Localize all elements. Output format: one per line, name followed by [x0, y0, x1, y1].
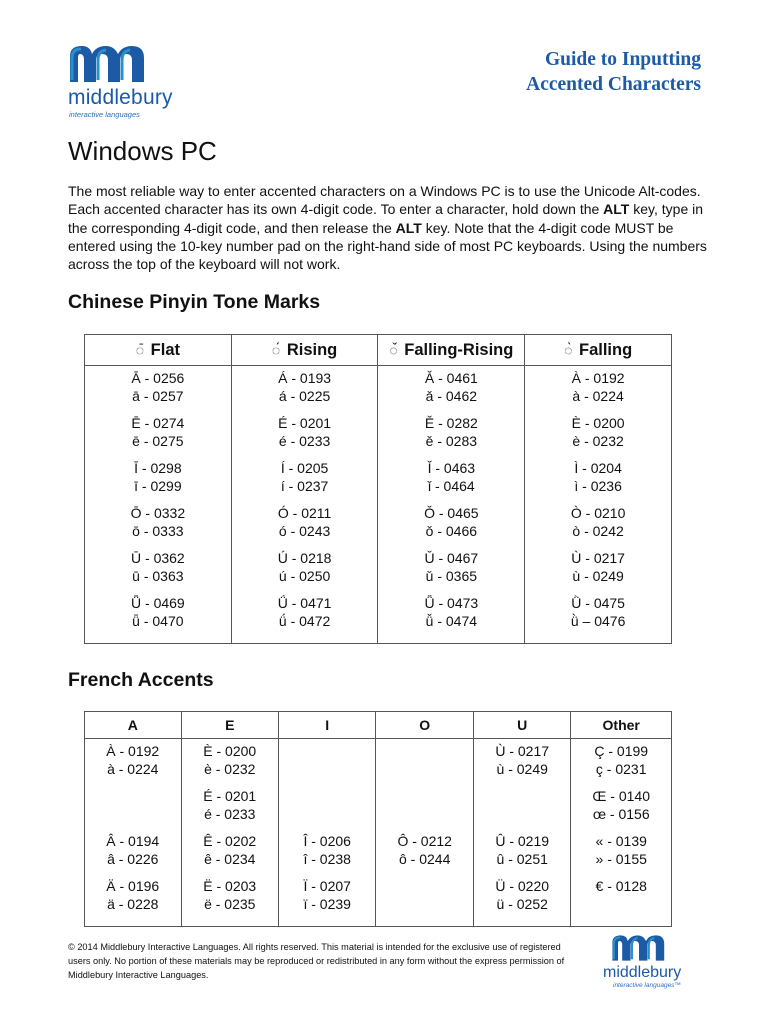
middlebury-logo: [68, 42, 208, 122]
pinyin-column-cell: [378, 366, 525, 644]
pinyin-code-entry: ū - 0363: [132, 568, 184, 584]
french-code-group: [474, 877, 571, 922]
pinyin-code-entry: Ì - 0204: [574, 460, 622, 476]
pinyin-code-group: [232, 549, 378, 594]
pinyin-code-entry: É - 0201: [278, 415, 332, 431]
french-code-entry: ë - 0235: [204, 896, 256, 912]
pinyin-code-entry: ā - 0257: [132, 388, 184, 404]
intro-text-2: key, type in the corresponding 4-digit code, and then release the: [68, 201, 704, 236]
pinyin-code-entry: Ǜ - 0475: [571, 595, 625, 611]
middlebury-m-mark-icon: [611, 932, 667, 964]
pinyin-code-entry: ǜ – 0476: [570, 613, 626, 629]
pinyin-code-entry: Í - 0205: [280, 460, 329, 476]
pinyin-code-group: [232, 504, 378, 549]
pinyin-code-entry: Ù - 0217: [571, 550, 625, 566]
page-title: Windows PC: [68, 136, 217, 166]
footer-logo-brand-subtext: interactive languages™: [613, 982, 681, 989]
pinyin-body-row: [85, 366, 672, 644]
french-column-cell: [473, 739, 571, 927]
pinyin-code-entry: ǔ - 0365: [425, 568, 478, 584]
french-code-entry: À - 0192: [106, 743, 160, 759]
french-code-entry: û - 0251: [496, 851, 548, 867]
pinyin-code-entry: Ǔ - 0467: [424, 550, 479, 566]
pinyin-code-group: [378, 504, 524, 549]
pinyin-code-group: [525, 459, 671, 504]
pinyin-code-entry: Ò - 0210: [570, 505, 626, 521]
french-code-entry: Ô - 0212: [397, 833, 452, 849]
falling-tone-glyph: ◌̀: [564, 341, 573, 358]
french-code-group: [85, 787, 181, 832]
french-code-group: [182, 787, 279, 832]
french-code-group: [571, 877, 671, 922]
pinyin-code-entry: ǚ - 0474: [425, 613, 478, 629]
pinyin-code-group: [525, 594, 671, 639]
french-code-group: [85, 877, 181, 922]
french-code-group: [376, 877, 473, 922]
pinyin-code-entry: á - 0225: [278, 388, 331, 404]
french-code-entry: ä - 0228: [107, 896, 159, 912]
french-code-group: [571, 742, 671, 787]
pinyin-code-entry: Ǎ - 0461: [424, 370, 478, 386]
pinyin-code-entry: ó - 0243: [278, 523, 331, 539]
french-code-group: [571, 787, 671, 832]
french-code-entry: € - 0128: [595, 878, 647, 894]
pinyin-code-entry: È - 0200: [571, 415, 625, 431]
pinyin-code-entry: Ú - 0218: [277, 550, 332, 566]
pinyin-code-entry: Ū - 0362: [131, 550, 185, 566]
french-code-entry: œ - 0156: [592, 806, 650, 822]
pinyin-code-entry: À - 0192: [571, 370, 625, 386]
pinyin-code-entry: ǎ - 0462: [425, 388, 478, 404]
french-code-group: [182, 877, 279, 922]
french-code-entry: Â - 0194: [106, 833, 160, 849]
pinyin-code-group: [525, 549, 671, 594]
french-code-entry: Œ - 0140: [592, 788, 651, 804]
french-section-title: French Accents: [68, 669, 214, 691]
pinyin-code-group: [525, 414, 671, 459]
french-code-entry: Ê - 0202: [203, 833, 257, 849]
french-code-entry: ç - 0231: [595, 761, 647, 777]
french-code-entry: Ç - 0199: [594, 743, 649, 759]
french-code-group: [279, 787, 375, 832]
pinyin-code-group: [85, 459, 231, 504]
pinyin-code-entry: ě - 0283: [425, 433, 478, 449]
french-code-entry: Ä - 0196: [106, 878, 160, 894]
pinyin-code-group: [378, 414, 524, 459]
pinyin-column-cell: [85, 366, 232, 644]
pinyin-code-entry: Ó - 0211: [277, 505, 332, 521]
intro-text-3: key. Note that the 4-digit code MUST be entered using the 10-key number pad on the right-hand side of most PC keyboards. Using the numbers across the top of the keyboard will not work.: [68, 219, 707, 273]
french-code-group: [474, 787, 571, 832]
guide-title: [526, 47, 701, 97]
intro-paragraph: [68, 182, 708, 273]
french-header-other: Other: [571, 712, 672, 739]
pinyin-code-group: [525, 369, 671, 414]
french-column-cell: [85, 739, 182, 927]
pinyin-header-row: [85, 335, 672, 366]
french-code-group: [85, 742, 181, 787]
pinyin-code-entry: Ǚ - 0473: [424, 595, 479, 611]
pinyin-column-cell: [525, 366, 672, 644]
french-code-group: [279, 877, 375, 922]
french-header-u: U: [473, 712, 571, 739]
falling-rising-tone-glyph: ◌̌: [389, 341, 398, 358]
logo-brand-subtext: interactive languages: [69, 110, 140, 119]
french-code-entry: é - 0233: [204, 806, 256, 822]
french-code-entry: Ü - 0220: [495, 878, 550, 894]
pinyin-code-entry: Ō - 0332: [130, 505, 186, 521]
french-code-group: [279, 832, 375, 877]
pinyin-code-group: [85, 414, 231, 459]
french-code-entry: Î - 0206: [303, 833, 351, 849]
pinyin-code-entry: ú - 0250: [278, 568, 331, 584]
pinyin-code-entry: ì - 0236: [574, 478, 622, 494]
pinyin-code-group: [232, 459, 378, 504]
french-code-entry: Û - 0219: [495, 833, 550, 849]
pinyin-header-rising: [231, 335, 378, 366]
french-code-group: [376, 832, 473, 877]
pinyin-code-entry: Ǒ - 0465: [424, 505, 479, 521]
french-code-group: [85, 832, 181, 877]
french-code-group: [376, 742, 473, 787]
pinyin-code-group: [378, 369, 524, 414]
pinyin-code-entry: Ā - 0256: [131, 370, 185, 386]
french-code-entry: î - 0238: [303, 851, 351, 867]
french-code-entry: Ï - 0207: [303, 878, 351, 894]
french-code-entry: « - 0139: [595, 833, 647, 849]
french-code-entry: ô - 0244: [399, 851, 451, 867]
french-column-cell: [181, 739, 279, 927]
alt-key-1: ALT: [603, 201, 630, 218]
pinyin-code-group: [378, 549, 524, 594]
pinyin-code-entry: ī - 0299: [134, 478, 182, 494]
alt-key-2: ALT: [395, 219, 422, 236]
pinyin-code-entry: à - 0224: [572, 388, 624, 404]
footer-logo-brand-text: middlebury: [603, 964, 682, 981]
french-header-a: A: [85, 712, 182, 739]
french-code-entry: È - 0200: [203, 743, 257, 759]
pinyin-code-group: [232, 594, 378, 639]
french-code-entry: à - 0224: [107, 761, 159, 777]
pinyin-code-group: [525, 504, 671, 549]
pinyin-code-group: [85, 549, 231, 594]
french-code-entry: ù - 0249: [496, 761, 548, 777]
french-column-cell: [279, 739, 376, 927]
french-header-e: E: [181, 712, 279, 739]
pinyin-code-group: [232, 414, 378, 459]
pinyin-header-label: Falling: [578, 340, 633, 359]
pinyin-table: [84, 334, 672, 644]
french-code-group: [279, 742, 375, 787]
pinyin-code-entry: ǖ - 0470: [132, 613, 184, 629]
pinyin-code-group: [378, 594, 524, 639]
pinyin-code-entry: ǒ - 0466: [425, 523, 478, 539]
french-code-entry: Ù - 0217: [495, 743, 550, 759]
french-code-group: [571, 832, 671, 877]
pinyin-code-entry: Ǘ - 0471: [277, 595, 332, 611]
french-code-entry: É - 0201: [203, 788, 257, 804]
pinyin-header-label: Rising: [286, 340, 338, 359]
french-code-entry: » - 0155: [595, 851, 647, 867]
pinyin-header-falling: [525, 335, 672, 366]
french-code-entry: ï - 0239: [303, 896, 351, 912]
pinyin-header-falling-rising: [378, 335, 525, 366]
french-code-group: [376, 787, 473, 832]
middlebury-m-mark-icon: [68, 42, 148, 86]
flat-tone-glyph: ◌̄: [135, 341, 145, 358]
pinyin-section-title: Chinese Pinyin Tone Marks: [68, 291, 321, 313]
pinyin-code-entry: Ǖ - 0469: [131, 595, 185, 611]
pinyin-header-label: Flat: [150, 340, 180, 359]
french-code-entry: è - 0232: [204, 761, 256, 777]
french-code-group: [182, 742, 279, 787]
french-table: [84, 711, 672, 927]
french-code-group: [182, 832, 279, 877]
pinyin-code-group: [85, 594, 231, 639]
french-code-entry: ü - 0252: [496, 896, 548, 912]
rising-tone-glyph: ◌́: [271, 341, 281, 358]
pinyin-code-entry: Ē - 0274: [131, 415, 185, 431]
pinyin-code-group: [85, 369, 231, 414]
french-body-row: [85, 739, 672, 927]
pinyin-header-flat: [85, 335, 232, 366]
french-code-group: [474, 742, 571, 787]
pinyin-code-entry: Á - 0193: [278, 370, 332, 386]
guide-title-line1: Guide to Inputting: [544, 49, 701, 70]
pinyin-code-entry: í - 0237: [280, 478, 329, 494]
pinyin-column-cell: [231, 366, 378, 644]
pinyin-code-group: [232, 369, 378, 414]
french-header-o: O: [376, 712, 474, 739]
pinyin-code-entry: ē - 0275: [132, 433, 184, 449]
pinyin-code-entry: é - 0233: [278, 433, 331, 449]
french-code-group: [474, 832, 571, 877]
pinyin-code-group: [378, 459, 524, 504]
pinyin-code-entry: Ǐ - 0463: [427, 460, 476, 476]
french-code-entry: Ë - 0203: [203, 878, 257, 894]
pinyin-code-group: [85, 504, 231, 549]
french-column-cell: [571, 739, 672, 927]
french-code-entry: â - 0226: [107, 851, 159, 867]
french-column-cell: [376, 739, 474, 927]
middlebury-footer-logo: [603, 932, 713, 992]
guide-title-line2: Accented Characters: [526, 74, 701, 95]
french-header-row: [85, 712, 672, 739]
intro-text-1: The most reliable way to enter accented characters on a Windows PC is to use the Unicode Alt-codes. Each accented character has its own 4-digit code. To enter a character, hold down the: [68, 183, 701, 218]
pinyin-code-entry: ù - 0249: [572, 568, 624, 584]
copyright-footer: © 2014 Middlebury Interactive Languages. All rights reserved. This material is intended for the exclusive use of registered users only. No portion of these materials may be reproduced or redistributed in any form without the express permission of Middlebury Interactive Languages.: [68, 942, 565, 980]
pinyin-code-entry: è - 0232: [572, 433, 624, 449]
pinyin-code-entry: Ě - 0282: [424, 415, 478, 431]
pinyin-code-entry: ò - 0242: [572, 523, 624, 539]
pinyin-code-entry: ō - 0333: [132, 523, 184, 539]
french-header-i: I: [279, 712, 376, 739]
french-code-entry: ê - 0234: [204, 851, 256, 867]
pinyin-code-entry: Ī - 0298: [134, 460, 182, 476]
pinyin-code-entry: ǐ - 0464: [427, 478, 475, 494]
pinyin-header-label: Falling-Rising: [404, 340, 514, 359]
logo-brand-text: middlebury: [68, 86, 173, 109]
pinyin-code-entry: ǘ - 0472: [278, 613, 331, 629]
